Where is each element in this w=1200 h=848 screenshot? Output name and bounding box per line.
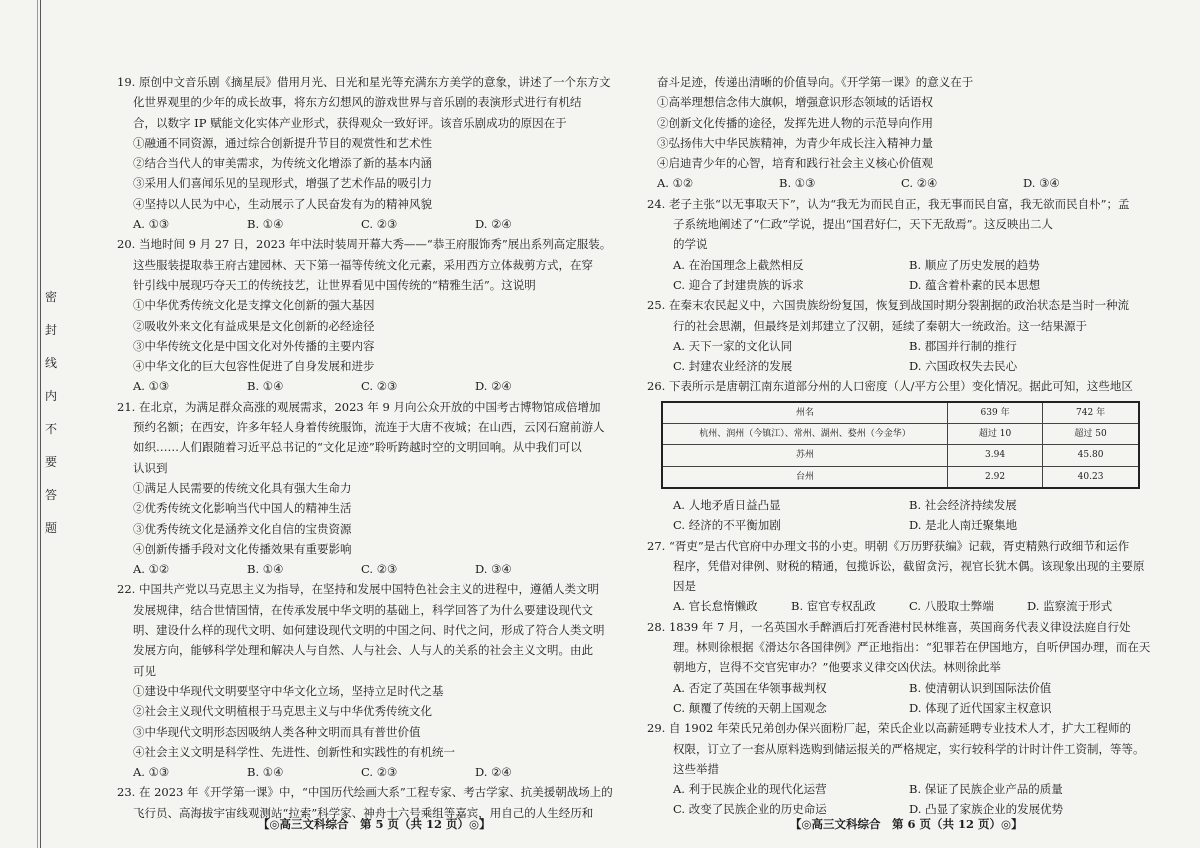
answer-option: A. ①②	[133, 562, 170, 577]
answer-option: C. 迎合了封建贵族的诉求	[673, 277, 804, 292]
question-text-line: ④社会主义文明是科学性、先进性、创新性和实践性的有机统一	[133, 744, 455, 759]
answer-option: A. 利于民族企业的现代化运营	[673, 782, 827, 797]
question-text-line: ②吸收外来文化有益成果是文化创新的必经途径	[133, 318, 375, 333]
table-header-row	[662, 402, 1139, 424]
table-cell: 45.80	[1043, 445, 1139, 466]
answer-option: A. ①③	[133, 379, 170, 394]
question-text-line: 如织……人们跟随着习近平总书记的“文化足迹”聆听跨越时空的文明回响。从中我们可以	[133, 440, 582, 455]
answer-option: D. 蕴含着朴素的民本思想	[909, 277, 1041, 292]
table-header-cell: 742 年	[1043, 402, 1139, 424]
question-text-line: ③采用人们喜闻乐见的呈现形式，增强了艺术作品的吸引力	[133, 176, 432, 191]
answer-option: A. 否定了英国在华领事裁判权	[673, 680, 827, 695]
question-text-line: 预约名额；在西安，许多年轻人身着传统服饰，流连于大唐不夜城；在山西，云冈石窟前游人	[133, 420, 605, 435]
seal-char: 要	[44, 455, 57, 469]
question-text-line: 奋斗足迹，传递出清晰的价值导向。《开学第一课》的意义在于	[657, 75, 974, 89]
seal-char: 不	[44, 422, 57, 436]
question-text-line: ④创新传播手段对文化传播效果有重要影响	[133, 541, 352, 556]
table-header-cell: 639 年	[948, 402, 1043, 424]
seal-char: 内	[44, 389, 57, 403]
answer-option: C. 经济的不平衡加剧	[673, 518, 781, 533]
question-text-line: ①中华优秀传统文化是支撑文化创新的强大基因	[133, 298, 375, 313]
answer-options	[657, 698, 1145, 718]
table-row	[662, 424, 1139, 445]
answer-option: A. 人地矛盾日益凸显	[673, 497, 781, 512]
question-text-line: 行的社会思潮，但最终是刘邦建立了汉朝，延续了秦朝大一统政治。这一结果源于	[673, 318, 1087, 333]
question-text-line: 发展规律，结合世情国情，在传承发展中华文明的基础上，科学回答了为什么要建设现代文	[133, 602, 593, 617]
question-text-line: ②社会主义现代文明植根于马克思主义与中华优秀传统文化	[133, 704, 432, 719]
question-text-line: ④中华文化的巨大包容性促进了自身发展和进步	[133, 359, 375, 374]
right-column-top	[647, 72, 1145, 397]
answer-option: D. ③④	[1023, 176, 1060, 191]
answer-option: B. ①④	[247, 217, 284, 232]
answer-option: B. 社会经济持续发展	[909, 497, 1017, 512]
question-text-line: 朝地方，岂得不交官宪审办？”他要求义律交凶伏法。林则徐此举	[673, 660, 1001, 675]
table-cell: 3.94	[948, 445, 1043, 466]
table-row	[662, 445, 1139, 466]
question-text-line: ③弘扬伟大中华民族精神，为青少年成长注入精神力量	[657, 135, 933, 150]
table-cell: 40.23	[1043, 466, 1139, 488]
question-text-line: 可见	[133, 663, 156, 678]
question-text-line: 明、建设什么样的现代文明、如何建设现代文明的中国之问、时代之问，形成了符合人类文明	[133, 623, 605, 638]
question-text-line: ④启迪青少年的心智，培育和践行社会主义核心价值观	[657, 156, 933, 171]
question-text-line: 24. 老子主张“以无事取天下”，认为“我无为而民自正，我无事而民自富，我无欲而民自朴”；孟	[647, 196, 1130, 211]
answer-option: B. 保证了民族企业产品的质量	[909, 782, 1063, 797]
answer-option: D. 体现了近代国家主权意识	[909, 700, 1052, 715]
answer-options	[657, 495, 1145, 515]
question-text-line: 发展方向，能够科学处理和解决人与自然、人与社会、人与人的关系的社会主义文明。由此	[133, 643, 593, 658]
answer-option: C. ②④	[901, 176, 938, 191]
table-cell: 超过 10	[948, 424, 1043, 445]
answer-options	[657, 356, 1145, 376]
seal-char: 密	[44, 290, 57, 304]
question-text-line: ②创新文化传播的途径，发挥先进人物的示范导向作用	[657, 115, 933, 130]
question-text-line: 28. 1839 年 7 月，一名英国水手醉酒后打死香港村民林维喜，英国商务代表义律设法庭自行处	[647, 619, 1131, 634]
answer-option: B. ①④	[247, 562, 284, 577]
question-text-line: 理。林则徐根据《滑达尔各国律例》严正地指出：“犯罪若在伊国地方，自听伊国办理，而在天	[673, 640, 1151, 655]
right-column-bottom	[647, 495, 1151, 820]
question-text-line: ②结合当代人的审美需求，为传统文化增添了新的基本内涵	[133, 156, 432, 171]
answer-option: D. ②④	[475, 217, 512, 232]
answer-option: B. 使清朝认识到国际法价值	[909, 680, 1052, 695]
answer-option: C. 八股取士弊端	[909, 599, 994, 614]
answer-options	[117, 214, 589, 234]
question-text-line: 飞行员、高海拔宇宙线观测站“拉索”科学家、神舟十六号乘组等嘉宾，用自己的人生经历和	[133, 805, 594, 820]
seal-char: 线	[44, 356, 57, 370]
answer-option: C. 颠覆了传统的天朝上国观念	[673, 700, 827, 715]
answer-options	[657, 336, 1145, 356]
answer-option: B. ①③	[779, 176, 816, 191]
question-text-line: 23. 在 2023 年《开学第一课》中，“中国历代绘画大系”工程专家、考古学家、抗美援朝战场上的	[117, 785, 613, 800]
question-text-line: 子系统地阐述了“仁政”学说，提出“国君好仁，天下无敌焉”。这反映出二人	[673, 217, 1054, 232]
answer-option: A. ①③	[133, 765, 170, 780]
table-cell: 超过 50	[1043, 424, 1139, 445]
answer-option: D. ③④	[475, 562, 512, 577]
answer-options	[657, 275, 1145, 295]
question-text-line: 25. 在秦末农民起义中，六国贵族纷纷复国，恢复到战国时期分裂割据的政治状态是当时一种流	[647, 298, 1129, 313]
answer-options	[117, 376, 589, 396]
table-cell: 台州	[662, 466, 948, 488]
answer-option: D. 是北人南迁聚集地	[909, 518, 1018, 533]
question-text-line: ①满足人民需要的传统文化具有强大生命力	[133, 480, 352, 495]
question-text-line: ③中华传统文化是中国文化对外传播的主要内容	[133, 338, 375, 353]
answer-option: D. 六国政权失去民心	[909, 359, 1018, 374]
table-row	[662, 466, 1139, 488]
page-footer-right: 【◎高三文科综合 第 6 页（共 12 页）◎】	[790, 817, 1023, 831]
answer-option: B. 顺应了历史发展的趋势	[909, 257, 1040, 272]
answer-options	[657, 515, 1145, 535]
question-text-line: 这些举措	[673, 761, 719, 776]
page-footer-left: 【◎高三文科综合 第 5 页（共 12 页）◎】	[258, 817, 491, 831]
answer-options	[117, 559, 589, 579]
question-text-line: ③优秀传统文化是涵养文化自信的宝贵资源	[133, 521, 352, 536]
question-text-line: 的学说	[673, 237, 708, 252]
answer-option: C. 封建农业经济的发展	[673, 359, 793, 374]
binding-line-outer	[37, 0, 38, 848]
seal-char: 答	[44, 488, 57, 502]
answer-option: C. ②③	[361, 379, 398, 394]
question-text-line: 22. 中国共产党以马克思主义为指导，在坚持和发展中国特色社会主义的进程中，遵循人类文明	[117, 582, 599, 597]
question-text-line: 因是	[673, 579, 696, 594]
table-cell: 2.92	[948, 466, 1043, 488]
binding-line	[40, 0, 41, 848]
question-text-line: 权限，订立了一套从原料选购到储运报关的严格规定，实行较科学的计时计件工资制，等等。	[673, 741, 1145, 756]
answer-option: D. ②④	[475, 765, 512, 780]
question-text-line: 程序，凭借对律例、财税的精通，包揽诉讼，截留贪污，视官长犹木偶。该现象出现的主要原	[673, 558, 1145, 573]
question-text-line: 21. 在北京，为满足群众高涨的观展需求，2023 年 9 月向公众开放的中国考古博物馆成倍增加	[117, 399, 601, 414]
answer-option: B. ①④	[247, 765, 284, 780]
question-text-line: 26. 下表所示是唐朝江南东道部分州的人口密度（人/平方公里）变化情况。据此可知，这些地区	[647, 379, 1133, 394]
answer-option: A. 官长怠惰懒政	[673, 599, 758, 614]
question-text-line: ③中华现代文明形态因吸纳人类各种文明而具有普世价值	[133, 724, 421, 739]
question-text-line: ①融通不同资源，通过综合创新提升节目的观赏性和艺术性	[133, 135, 432, 150]
answer-option: C. ②③	[361, 765, 398, 780]
question-text-line: 这些服装提取恭王府古建园林、天下第一福等传统文化元素，采用西方立体裁剪方式，在穿	[133, 257, 593, 272]
answer-options	[657, 173, 1145, 193]
question-text-line: 认识到	[133, 460, 168, 475]
answer-option: A. ①③	[133, 217, 170, 232]
answer-options	[657, 596, 1145, 616]
answer-options	[117, 762, 589, 782]
answer-options	[657, 255, 1145, 275]
answer-option: D. 监察流于形式	[1027, 599, 1113, 614]
question-text-line: 29. 自 1902 年荣氏兄弟创办保兴面粉厂起，荣氏企业以高薪延聘专业技术人才，扩大工程师的	[647, 721, 1132, 736]
answer-options	[657, 678, 1145, 698]
answer-option: D. 凸显了家族企业的发展优势	[909, 802, 1064, 817]
table-header-cell: 州名	[662, 402, 948, 424]
answer-option: B. 宦官专权乱政	[791, 599, 876, 614]
seal-text	[44, 290, 58, 590]
left-column	[117, 72, 613, 823]
question-text-line: 化世界观里的少年的成长故事，将东方幻想风的游戏世界与音乐剧的表演形式进行有机结	[133, 95, 582, 110]
question-text-line: 针引线中展现巧夺天工的传统技艺，让世界看见中国传统的“精雅生活”。这说明	[133, 277, 536, 292]
question-text-line: ①高举理想信念伟大旗帜，增强意识形态领域的话语权	[657, 95, 933, 110]
question-text-line: ②优秀传统文化影响当代中国人的精神生活	[133, 501, 352, 516]
question-text-line: 27. “胥吏”是古代官府中办理文书的小吏。明朝《万历野获编》记载，胥吏精熟行政细节和运作	[647, 538, 1130, 553]
answer-option: C. ②③	[361, 217, 398, 232]
seal-char: 封	[44, 323, 57, 337]
answer-option: C. 改变了民族企业的历史命运	[673, 802, 827, 817]
question-text-line: 合，以数字 IP 赋能文化实体产业形式，获得观众一致好评。该音乐剧成功的原因在于	[133, 115, 567, 130]
question-text-line: ①建设中华现代文明要坚守中华文化立场，坚持立足时代之基	[133, 683, 444, 698]
answer-option: B. ①④	[247, 379, 284, 394]
seal-char: 题	[44, 521, 57, 535]
right-column	[647, 72, 1151, 820]
answer-option: B. 郡国并行制的推行	[909, 338, 1017, 353]
population-density-table	[661, 401, 1140, 489]
answer-option: A. 天下一家的文化认同	[673, 338, 793, 353]
answer-option: C. ②③	[361, 562, 398, 577]
table-cell: 苏州	[662, 445, 948, 466]
question-text-line: 19. 原创中文音乐剧《摘星辰》借用月光、日光和星光等充满东方美学的意象，讲述了一个东方文	[117, 75, 611, 89]
answer-option: A. ①②	[657, 176, 694, 191]
answer-option: D. ②④	[475, 379, 512, 394]
table-cell: 杭州、润州（今镇江）、常州、湖州、婺州（今金华）	[662, 424, 948, 445]
answer-option: A. 在治国理念上截然相反	[673, 257, 804, 272]
question-text-line: ④坚持以人民为中心，生动展示了人民奋发有为的精神风貌	[133, 196, 432, 211]
question-text-line: 20. 当地时间 9 月 27 日，2023 年中法时装周开幕大秀——“恭王府服饰秀”展出系列高定服装。	[117, 237, 612, 252]
answer-options	[657, 779, 1145, 799]
